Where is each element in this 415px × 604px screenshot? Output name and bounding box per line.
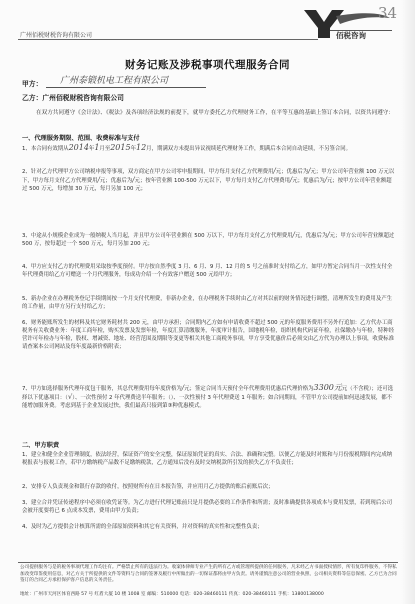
scan-edge-shadow [401,0,415,604]
contract-title: 财务记账及涉税事项代理服务合同 [125,59,290,71]
end-year: 2015 [110,143,131,152]
footer-contact: 地址：广州市天河区体育西路 57 号 红盾大厦 10 楼 1008 室 邮编：510000 电话：020-38460111 传真：020-38460111 手机：13800138000 [20,592,324,597]
footer-disclaimer: 公司提供服务与是的税务事项代理工作均注有。严格禁止所有的违法行为。收案体律师专业产生的所有乙方或管理所提供的任何服务，凡未经乙方书面授权情形，所有复印件服务，不得私加改变印鉴使用信息，对乙方关于所提供的文件等资料与合同的签署及履行中所做出的一切保证都将由甲方负责。请务谨慎注意公司的营业执照、公司相关资料等信息保密。乙方已为合同签订的合同乙方承担保护客户信息的义务责任。 [20,565,397,584]
party-a-label: 甲方： [22,80,43,88]
clause-2-4: 4、及时为乙方提供会计核算所需的全部原始资料和其它有关资料，并对资料的真实性和完整性负责； [22,524,263,530]
clause-1-4: 4、甲方应支付乙方的代理费用采取按季度预付。甲方按自然季度 3 月、6 月、9 月、12 月的 5 号之前准时支付给乙方，如甲方暂定合同当月一次性支付全年代理费用给乙方可赠送一个月代理服务，每成功介绍一个有效客户赠送 500 元给甲方； [22,264,393,278]
party-a-handwritten-name: 广州泰锻机电工程有限公司 [60,76,169,86]
party-b-label: 乙方： [22,94,43,102]
party-b-line [22,92,124,102]
clause-1-2: 2、针对乙方代理甲方公司纳税申报等事项，双方商定在甲方公司零申报期间，甲方每月支付乙方代理费用/元；优惠后为/元；甲方公司年营业额 100 万元以下，甲方每月支付乙方代理费用/元；优惠后为/元；按年营业额 100-500 万元以下，甲方每月支付乙方代理费用/元；优惠后为/元；按甲方公司年营业额超过 500 万元，每增加 30 万元，每月另加 100 元； [22,167,395,192]
contract-intro: 在双方共同遵守《会计法》、《税法》及各项经济法规的前提下，就甲方委托乙方代理财务工作，在平等互惠的基础上签订本合同，以资共同遵守： [36,110,394,116]
start-year: 2014 [68,143,89,152]
section-1-heading: 一、代理服务期限、范围、收费标准与支付 [22,135,140,142]
clause-1-7: 7、甲方如选择服务代理年度包干服务，其总代理费用每年度价格为/元；签定合同当天预付全年代理费用优惠后代理价格为3300元元（不含税）；还可选择以下优惠项目：（√）、一次性预付 2 年代理费送半年服务；（）、一次性预付 3 年代理费送 1 年服务；如合同期间，不管甲方公司提前如何迅速发展，都不能增加服务费。考虑到基于企业发展过快，我们最高只接到第③种优惠模式。 [22,383,394,409]
footer-divider [18,562,398,563]
clause-1-3: 3、中途从小规模企业成为一般纳税人当月起，并且甲方公司年营业额在 500 万以下，甲方每月支付乙方代理费用/元，优惠后为/元；甲方公司年营业额超过 500 万，按每超过一个 500 万元，每月另加 200 元； [22,231,395,247]
section-2-heading: 二、甲方职责 [22,442,60,449]
clause-1-6: 6、财务能账所发生的材料及其它财务耗材共 200 元，由甲方承担；合同期内乙方如有申请收费不超过 500 元的年度服务费用不另外行追加：乙方代办工商税务有关收费业务：年度工商年检，购买发票及发票年检，年度汇算清缴服务，年度审计报告，国地税年检，组织机构代码证年检，社保缴办与年检，特种经营许可年检办与年检，股权、增减资、地址、经营范围及期限等变更等相关其他工商税务事项，甲方享受优惠价后必须交由乙方代为办理以上事项，收费标准请查案本公司网站及每年度最新价格附表； [22,320,394,350]
clause-2-2: 2、安排专人负责现金和银行存款的收付，按照财所有在日本报告签，并应用月乙方提供的账后前账后次； [22,484,274,490]
header-company-name: 广州佰税财税咨询有限公司 [20,32,93,39]
party-b-name: 广州佰税财税咨询有限公司 [42,94,124,102]
clause-2-3: 3、建立合并凭证传递程序中必须在收凭证等。为乙方进行代理记账前只是月提供必要的工作条件和所需；及时准确提供各项成本与费用发票，若到现后公司会被开度要将已 6 点成本发票，费用由甲方负责； [22,500,392,514]
clause-2-1: 1、建立和健全企业管理制度，依法经营，保证资产的安全完整，保证原始凭证的真实、合法、准确和完整。以便乙方能及时对账和与月份报税期间内完成纳税报表与报税工作，若甲方缴纳税产品数不足缴纳税款，乙方通知后没有及时交纳税款所引发的损失乙方不负责任； [22,452,392,466]
start-month: 1 [94,143,100,152]
annual-fee-handwritten: 3300元 [313,383,342,392]
handwritten-page-number: 34 [378,4,398,22]
clause-1-1: 1、本合同有效期从2014年1月至2015年12月，期满双方未提出异议视续延代理财务工作，期满后本合同自动延续，不另签合同。 [22,143,352,152]
end-month: 12 [135,143,147,152]
logo-text: 佰税咨询 [336,31,366,40]
header-divider [18,39,318,40]
option-checkmark: √ [67,392,73,401]
clause-1-5: 5、新办企业在办理税务登记手续期间按一个月支付代理费，非新办企业，在办理税务手续时由乙方对其以前的财务情况进行调整，清理所发生的费用及产生的工作量，由甲方另行支付给乙方； [22,296,392,310]
